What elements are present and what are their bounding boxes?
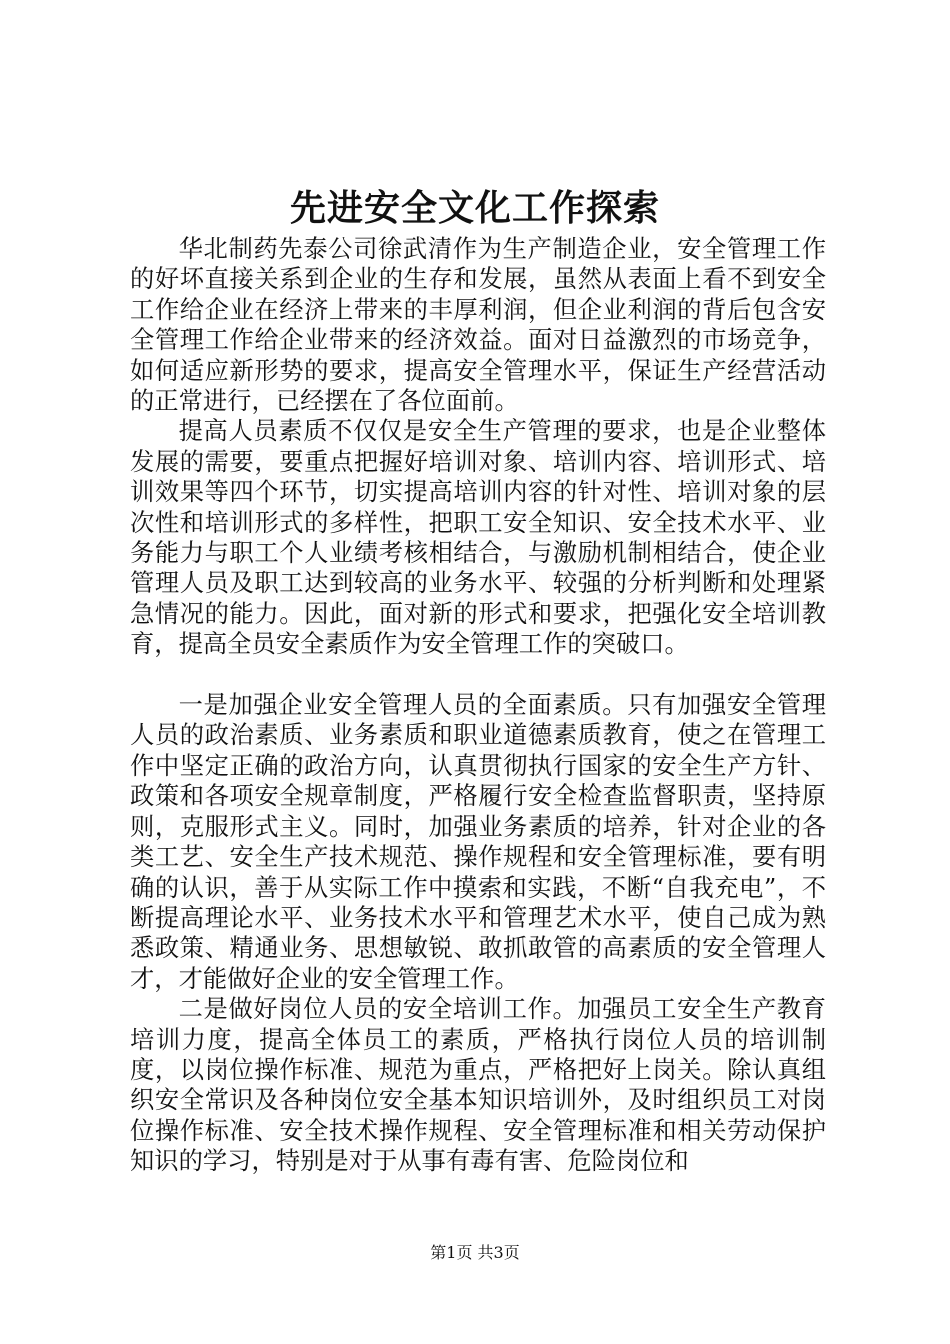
paragraph-training-overview: 提高人员素质不仅仅是安全生产管理的要求，也是企业整体发展的需要，要重点把握好培训对象、培训内容、培训形式、培训效果等四个环节，切实提高培训内容的针对性、培训对象的层次性和培训形式的多样性，把职工安全知识、安全技术水平、业务能力与职工个人业绩考核相结合，与激励机制相结合，使企业管理人员及职工达到较高的业务水平、较强的分析判断和处理紧急情况的能力。因此，面对新的形式和要求，把强化安全培训教育，提高全员安全素质作为安全管理工作的突破口。 bbox=[130, 416, 826, 659]
paragraph-point-two: 二是做好岗位人员的安全培训工作。加强员工安全生产教育培训力度，提高全体员工的素质，严格执行岗位人员的培训制度，以岗位操作标准、规范为重点，严格把好上岗关。除认真组织安全常识及各种岗位安全基本知识培训外，及时组织员工对岗位操作标准、安全技术操作规程、安全管理标准和相关劳动保护知识的学习，特别是对于从事有毒有害、危险岗位和 bbox=[130, 994, 826, 1176]
page-number-footer: 第1页 共3页 bbox=[430, 1243, 520, 1262]
paragraph-intro: 华北制药先泰公司徐武清作为生产制造企业，安全管理工作的好坏直接关系到企业的生存和发展，虽然从表面上看不到安全工作给企业在经济上带来的丰厚利润，但企业利润的背后包含安全管理工作给企业带来的经济效益。面对日益激烈的市场竞争，如何适应新形势的要求，提高安全管理水平，保证生产经营活动的正常进行，已经摆在了各位面前。 bbox=[130, 234, 826, 416]
document-title: 先进安全文化工作探索 bbox=[289, 187, 660, 229]
document-body bbox=[130, 234, 826, 1177]
paragraph-point-one: 一是加强企业安全管理人员的全面素质。只有加强安全管理人员的政治素质、业务素质和职业道德素质教育，使之在管理工作中坚定正确的政治方向，认真贯彻执行国家的安全生产方针、政策和各项安全规章制度，严格履行安全检查监督职责，坚持原则，克服形式主义。同时，加强业务素质的培养，针对企业的各类工艺、安全生产技术规范、操作规程和安全管理标准，要有明确的认识，善于从实际工作中摸索和实践，不断“自我充电”，不断提高理论水平、业务技术水平和管理艺术水平，使自己成为熟悉政策、精通业务、思想敏锐、敢抓敢管的高素质的安全管理人才，才能做好企业的安全管理工作。 bbox=[130, 690, 826, 993]
